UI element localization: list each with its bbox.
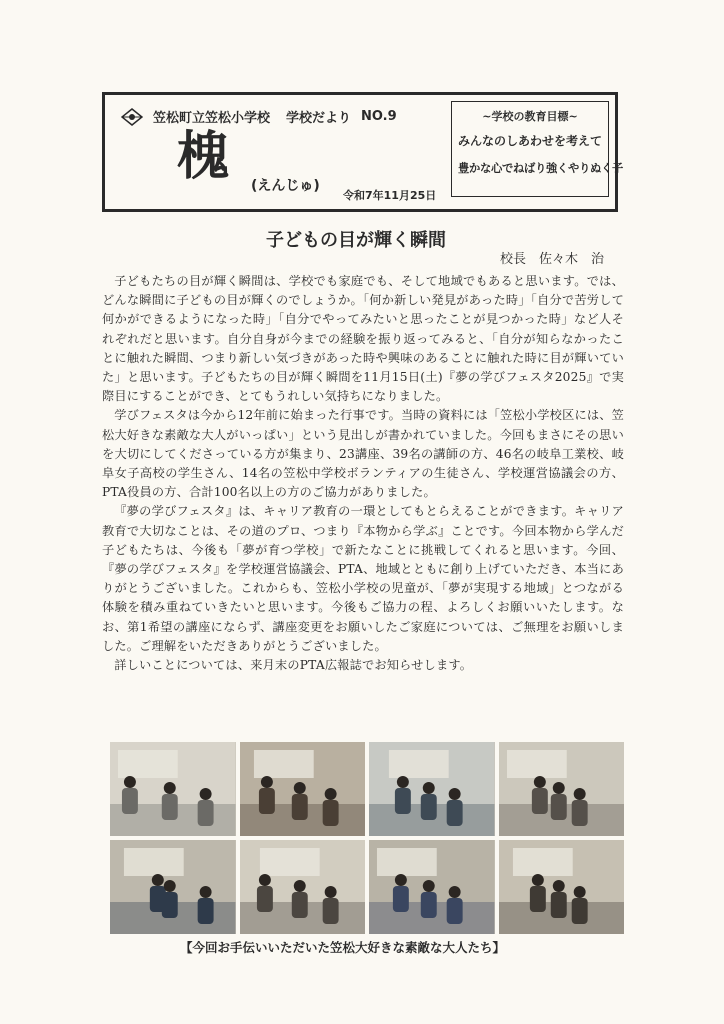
goal-line-1: みんなのしあわせを考えて xyxy=(458,134,603,148)
issue-number: NO.9 xyxy=(361,109,397,124)
education-goal-box xyxy=(451,101,623,197)
photo-caption: 【今回お手伝いいただいた笠松大好きな素敵な大人たち】 xyxy=(180,940,506,955)
goal-line-2: 豊かな心でねばり強くやりぬく子 xyxy=(458,162,623,175)
photo-grid xyxy=(110,742,624,934)
event-photo xyxy=(110,840,236,934)
newsletter-title: 槐 xyxy=(177,126,230,187)
title-reading: (えんじゅ) xyxy=(251,178,320,194)
event-photo xyxy=(110,742,236,836)
issue-date: 令和7年11月25日 xyxy=(343,189,437,202)
paragraph: 詳しいことについては、来月末のPTA広報誌でお知らせします。 xyxy=(114,658,473,673)
event-photo xyxy=(240,742,366,836)
event-photo xyxy=(499,742,625,836)
goal-title: ~学校の教育目標~ xyxy=(482,110,578,123)
school-line xyxy=(121,107,397,126)
article-title: 子どもの目が輝く瞬間 xyxy=(266,230,446,251)
event-photo xyxy=(499,840,625,934)
paragraph: 学びフェスタは今から12年前に始まった行事です。当時の資料には「笠松小学校区には、笠松大好きな素敵な大人がいっぱい」という見出しが書かれていました。今回もまさにその思いを大切にしてくださっている方が集まり、23講座、39名の講師の方、46名の岐阜工業校、岐阜女子高校の学生さん、14名の笠松中学校ボランティアの生徒さん、学校運営協議会の方、PTA役員の方、合計100名以上の方のご協力がありました。 xyxy=(102,408,625,500)
newsletter-label: 学校だより xyxy=(286,111,352,126)
school-name: 笠松町立笠松小学校 xyxy=(153,111,271,126)
school-emblem-icon xyxy=(121,108,143,126)
article-body xyxy=(102,272,624,675)
event-photo xyxy=(240,840,366,934)
event-photo xyxy=(369,742,495,836)
masthead xyxy=(102,92,623,212)
paragraph: 子どもたちの目が輝く瞬間は、学校でも家庭でも、そして地域でもあると思います。では、どんな瞬間に子どもの目が輝くのでしょうか。「何か新しい発見があった時」「自分で苦労して何かができるようになった時」「自分でやってみたいと思ったことが見つかった時」など人それぞれだと思います。自分自身が今までの経験を振り返ってみると、「自分が知らなかったことに触れた瞬間、つまり新しい気づきがあった時や興味のあることに触れた時に目が輝いていた」と思います。子どもたちの目が輝く瞬間を11月15日(土)『夢の学びフェスタ2025』で実際目にすることができ、とてもうれしい気持ちになりました。 xyxy=(102,274,624,404)
paragraph: 『夢の学びフェスタ』は、キャリア教育の一環としてもとらえることができます。キャリア教育で大切なことは、その道のプロ、つまり『本物から学ぶ』ことです。今回本物から学んだ子どもたちは、今後も「夢が育つ学校」で新たなことに挑戦してくれると思います。今回、『夢の学びフェスタ』を学校運営協議会、PTA、地域とともに創り上げていただき、本当にありがとうございました。これからも、笠松小学校の児童が、「夢が実現する地域」とつながる体験を積み重ねていきたいと思います。今後もご協力の程、よろしくお願いいたします。なお、第1希望の講座にならず、講座変更をお願いしたご家庭については、ご無理をお願いしました。ご理解をいただきありがとうございました。 xyxy=(102,504,624,653)
article-author: 校長 佐々木 治 xyxy=(500,252,605,267)
event-photo xyxy=(369,840,495,934)
